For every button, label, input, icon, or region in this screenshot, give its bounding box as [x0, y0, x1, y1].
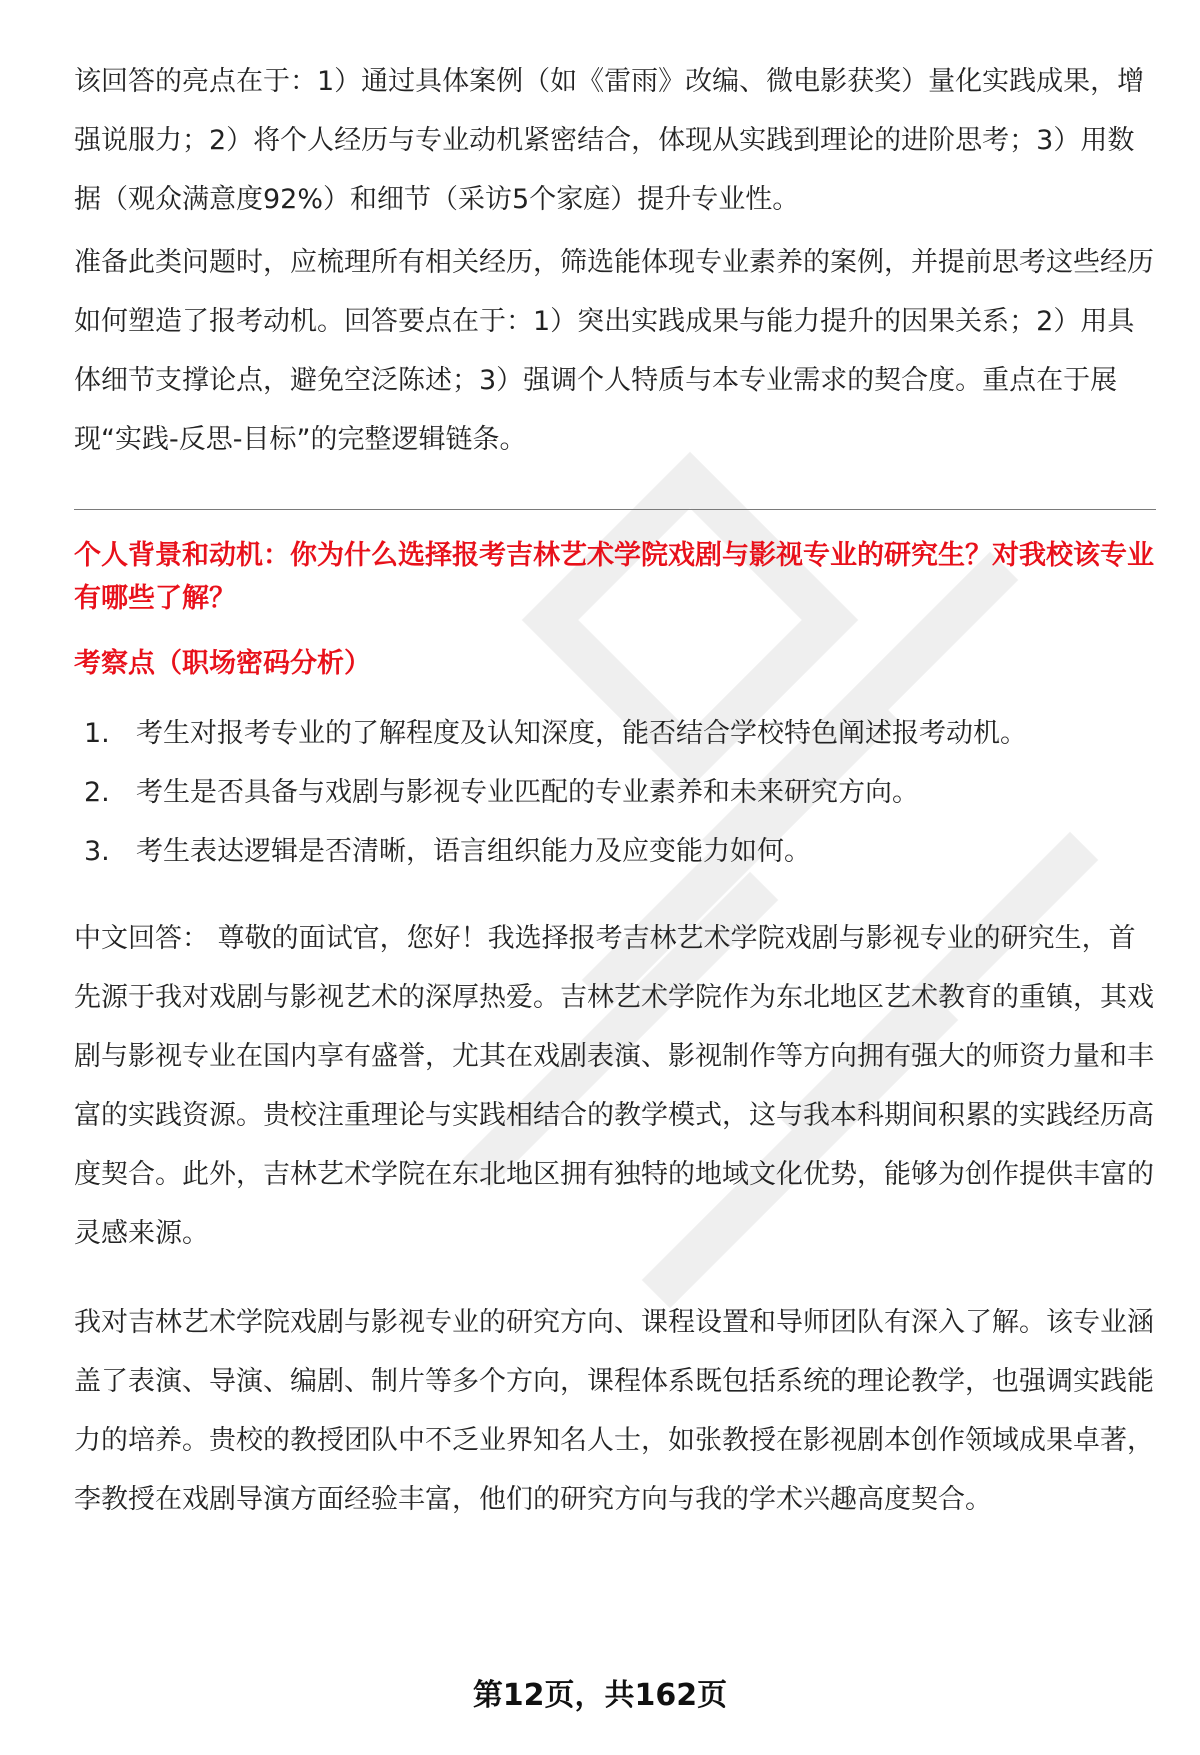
page-content — [74, 52, 1156, 1529]
answer-paragraph-understanding: 我对吉林艺术学院戏剧与影视专业的研究方向、课程设置和导师团队有深入了解。该专业涵盖了表演、导演、编剧、制片等多个方向，课程体系既包括系统的理论教学，也强调实践能力的培养。贵校的教授团队中不乏业界知名人士，如张教授在影视剧本创作领域成果卓著，李教授在戏剧导演方面经验丰富，他们的研究方向与我的学术兴趣高度契合。 — [74, 1307, 1154, 1515]
list-item — [74, 822, 1156, 881]
focus-heading: 考察点（职场密码分析） — [74, 648, 371, 679]
section-divider — [74, 509, 1156, 510]
list-item-number: 3. — [84, 836, 110, 867]
question-title: 个人背景和动机：你为什么选择报考吉林艺术学院戏剧与影视专业的研究生？对我校该专业有哪些了解？ — [74, 540, 1154, 614]
focus-points-list — [74, 704, 1156, 881]
intro-paragraph-highlights: 该回答的亮点在于：1）通过具体案例（如《雷雨》改编、微电影获奖）量化实践成果，增强说服力；2）将个人经历与专业动机紧密结合，体现从实践到理论的进阶思考；3）用数据（观众满意度92%）和细节（采访5个家庭）提升专业性。 — [74, 66, 1145, 215]
intro-paragraph-preparation: 准备此类问题时，应梳理所有相关经历，筛选能体现专业素养的案例，并提前思考这些经历如何塑造了报考动机。回答要点在于：1）突出实践成果与能力提升的因果关系；2）用具体细节支撑论点，避免空泛陈述；3）强调个人特质与本专业需求的契合度。重点在于展现“实践-反思-目标”的完整逻辑链条。 — [74, 247, 1154, 455]
list-item — [74, 763, 1156, 822]
list-item — [74, 704, 1156, 763]
page-number-footer: 第12页，共162页 — [472, 1678, 728, 1713]
answer-paragraph-motivation: 中文回答： 尊敬的面试官，您好！我选择报考吉林艺术学院戏剧与影视专业的研究生，首先源于我对戏剧与影视艺术的深厚热爱。吉林艺术学院作为东北地区艺术教育的重镇，其戏剧与影视专业在国内享有盛誉，尤其在戏剧表演、影视制作等方向拥有强大的师资力量和丰富的实践资源。贵校注重理论与实践相结合的教学模式，这与我本科期间积累的实践经历高度契合。此外，吉林艺术学院在东北地区拥有独特的地域文化优势，能够为创作提供丰富的灵感来源。 — [74, 923, 1154, 1249]
list-item-text: 考生是否具备与戏剧与影视专业匹配的专业素养和未来研究方向。 — [136, 777, 919, 808]
list-item-text: 考生对报考专业的了解程度及认知深度，能否结合学校特色阐述报考动机。 — [136, 718, 1027, 749]
list-item-number: 2. — [84, 777, 110, 808]
list-item-number: 1. — [84, 718, 110, 749]
list-item-text: 考生表达逻辑是否清晰，语言组织能力及应变能力如何。 — [136, 836, 811, 867]
